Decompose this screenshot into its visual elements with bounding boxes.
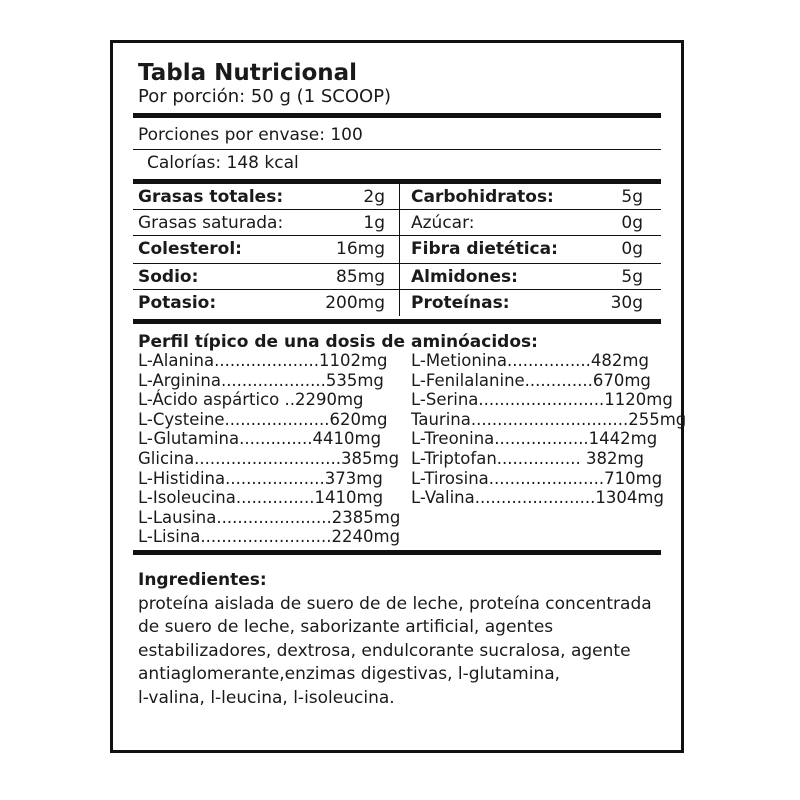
- nutrient-left-label: Grasas saturada:: [138, 213, 284, 233]
- nutrient-right-value: 5g: [621, 267, 643, 287]
- amino-item: L-Treonina..................1442mg: [411, 429, 658, 449]
- amino-item: L-Ácido aspártico ..2290mg: [138, 390, 364, 410]
- amino-item: L-Cysteine....................620mg: [138, 409, 388, 429]
- nutrient-left-value: 16mg: [336, 239, 385, 259]
- nutrient-left-value: 1g: [363, 213, 385, 233]
- nutrient-row-divider: [133, 209, 661, 210]
- nutrient-right-value: 0g: [621, 239, 643, 259]
- amino-item: Taurina..............................255mg: [411, 409, 687, 429]
- nutrient-left-value: 2g: [363, 187, 385, 207]
- nutrient-left-label: Grasas totales:: [138, 187, 284, 207]
- servings-per-container: Porciones por envase: 100: [138, 125, 363, 145]
- nutrient-right-value: 30g: [610, 293, 643, 313]
- nutrition-label: [110, 40, 687, 753]
- amino-item: L-Fenilalanine.............670mg: [411, 370, 651, 390]
- nutrient-right-value: 0g: [621, 213, 643, 233]
- amino-item: L-Serina........................1120mg: [411, 390, 673, 410]
- nutrient-left-value: 85mg: [336, 267, 385, 287]
- ingredients-line: de suero de leche, saborizante artificial, agentes: [138, 617, 554, 638]
- nutrient-left-label: Sodio:: [138, 267, 199, 287]
- calories: Calorías: 148 kcal: [147, 153, 299, 173]
- nutrient-right-label: Proteínas:: [411, 293, 510, 313]
- amino-item: L-Histidina...................373mg: [138, 468, 383, 488]
- divider-thick: [133, 319, 661, 324]
- ingredients-line: estabilizadores, dextrosa, endulcorante sucralosa, agente: [138, 640, 631, 661]
- nutrient-left-value: 200mg: [325, 293, 385, 313]
- amino-item: L-Tirosina......................710mg: [411, 468, 663, 488]
- amino-item: L-Lausina......................2385mg: [138, 507, 401, 527]
- nutrient-row-divider: [133, 263, 661, 264]
- nutrient-row-divider: [133, 235, 661, 236]
- amino-item: L-Glutamina..............4410mg: [138, 429, 382, 449]
- nutrient-right-value: 5g: [621, 187, 643, 207]
- nutrients-table: [133, 184, 661, 316]
- divider: [133, 149, 661, 150]
- nutrient-row-divider: [133, 289, 661, 290]
- serving-size: Por porción: 50 g (1 SCOOP): [138, 86, 392, 107]
- label-title: Tabla Nutricional: [138, 60, 358, 86]
- nutrient-right-label: Azúcar:: [411, 213, 475, 233]
- ingredients-line: l-valina, l-leucina, l-isoleucina.: [138, 687, 395, 708]
- amino-item: L-Valina.......................1304mg: [411, 488, 664, 508]
- nutrient-left-label: Colesterol:: [138, 239, 242, 259]
- nutrient-right-label: Fibra dietética:: [411, 239, 558, 259]
- divider-thick: [133, 113, 661, 118]
- nutrient-left-label: Potasio:: [138, 293, 217, 313]
- amino-item: L-Isoleucina...............1410mg: [138, 488, 384, 508]
- amino-item: L-Lisina.........................2240mg: [138, 527, 401, 547]
- amino-item: L-Arginina....................535mg: [138, 370, 384, 390]
- nutrients-column-divider: [399, 184, 400, 316]
- nutrient-right-label: Carbohidratos:: [411, 187, 554, 207]
- nutrient-right-label: Almidones:: [411, 267, 518, 287]
- amino-item: L-Triptofan................ 382mg: [411, 449, 644, 468]
- amino-item: L-Alanina....................1102mg: [138, 351, 388, 370]
- amino-item: L-Metionina................482mg: [411, 351, 649, 370]
- divider-thick: [133, 550, 661, 555]
- amino-item: Glicina............................385mg: [138, 449, 400, 468]
- ingredients-line: antiaglomerante,enzimas digestivas, l-glutamina,: [138, 664, 561, 685]
- label-inner: [133, 43, 687, 750]
- amino-title: Perfil típico de una dosis de aminóacidos:: [138, 332, 538, 352]
- ingredients-line: proteína aislada de suero de de leche, proteína concentrada: [138, 594, 652, 614]
- ingredients-title: Ingredientes:: [138, 570, 267, 590]
